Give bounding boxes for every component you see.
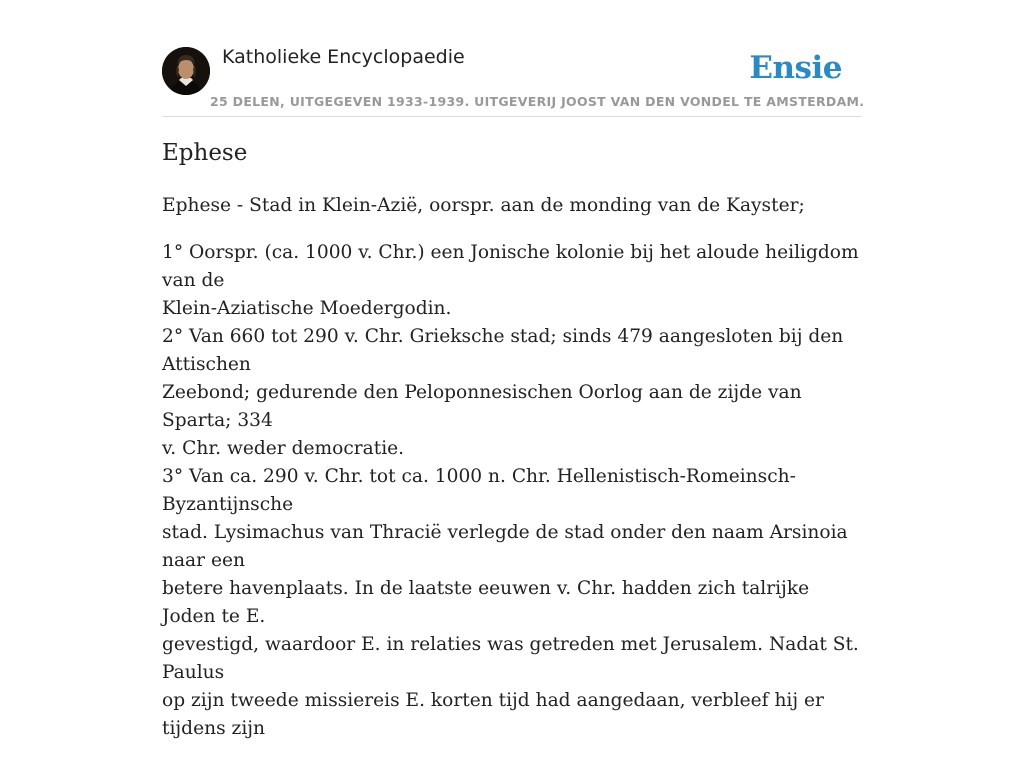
- article-content: [162, 192, 862, 762]
- body-line: 1° Oorspr. (ca. 1000 v. Chr.) een Jonische kolonie bij het aloude heiligdom van de: [162, 242, 859, 291]
- body-line: v. Chr. weder democratie.: [162, 438, 405, 459]
- body-line: gevestigd, waardoor E. in relaties was getreden met Jerusalem. Nadat St. Paulus: [162, 634, 859, 683]
- body-line: Klein-Aziatische Moedergodin.: [162, 298, 452, 319]
- article-title: Ephese: [162, 140, 248, 166]
- body-line: Zeebond; gedurende den Peloponnesischen Oorlog aan de zijde van Sparta; 334: [162, 382, 802, 431]
- body-line: 2° Van 660 tot 290 v. Chr. Grieksche stad; sinds 479 aangesloten bij den Attischen: [162, 326, 844, 375]
- author-portrait[interactable]: [162, 47, 210, 95]
- article-intro: Ephese - Stad in Klein-Azië, oorspr. aan de monding van de Kayster;: [162, 195, 805, 216]
- brand-logo[interactable]: Ensie: [749, 50, 842, 86]
- body-line: op zijn tweede missiereis E. korten tijd had aangedaan, verbleef hij er tijdens zijn: [162, 690, 824, 739]
- article-body: [162, 239, 862, 743]
- site-subtitle: 25 DELEN, UITGEGEVEN 1933-1939. UITGEVERIJ JOOST VAN DEN VONDEL TE AMSTERDAM.: [210, 94, 865, 109]
- site-header: [162, 0, 865, 117]
- body-line: stad. Lysimachus van Thracië verlegde de stad onder den naam Arsinoia naar een: [162, 522, 848, 571]
- body-line: 3° Van ca. 290 v. Chr. tot ca. 1000 n. Chr. Hellenistisch-Romeinsch-Byzantijnsche: [162, 466, 796, 515]
- site-title[interactable]: Katholieke Encyclopaedie: [222, 46, 465, 68]
- body-line: betere havenplaats. In de laatste eeuwen v. Chr. hadden zich talrijke Joden te E.: [162, 578, 810, 627]
- page: [162, 0, 865, 739]
